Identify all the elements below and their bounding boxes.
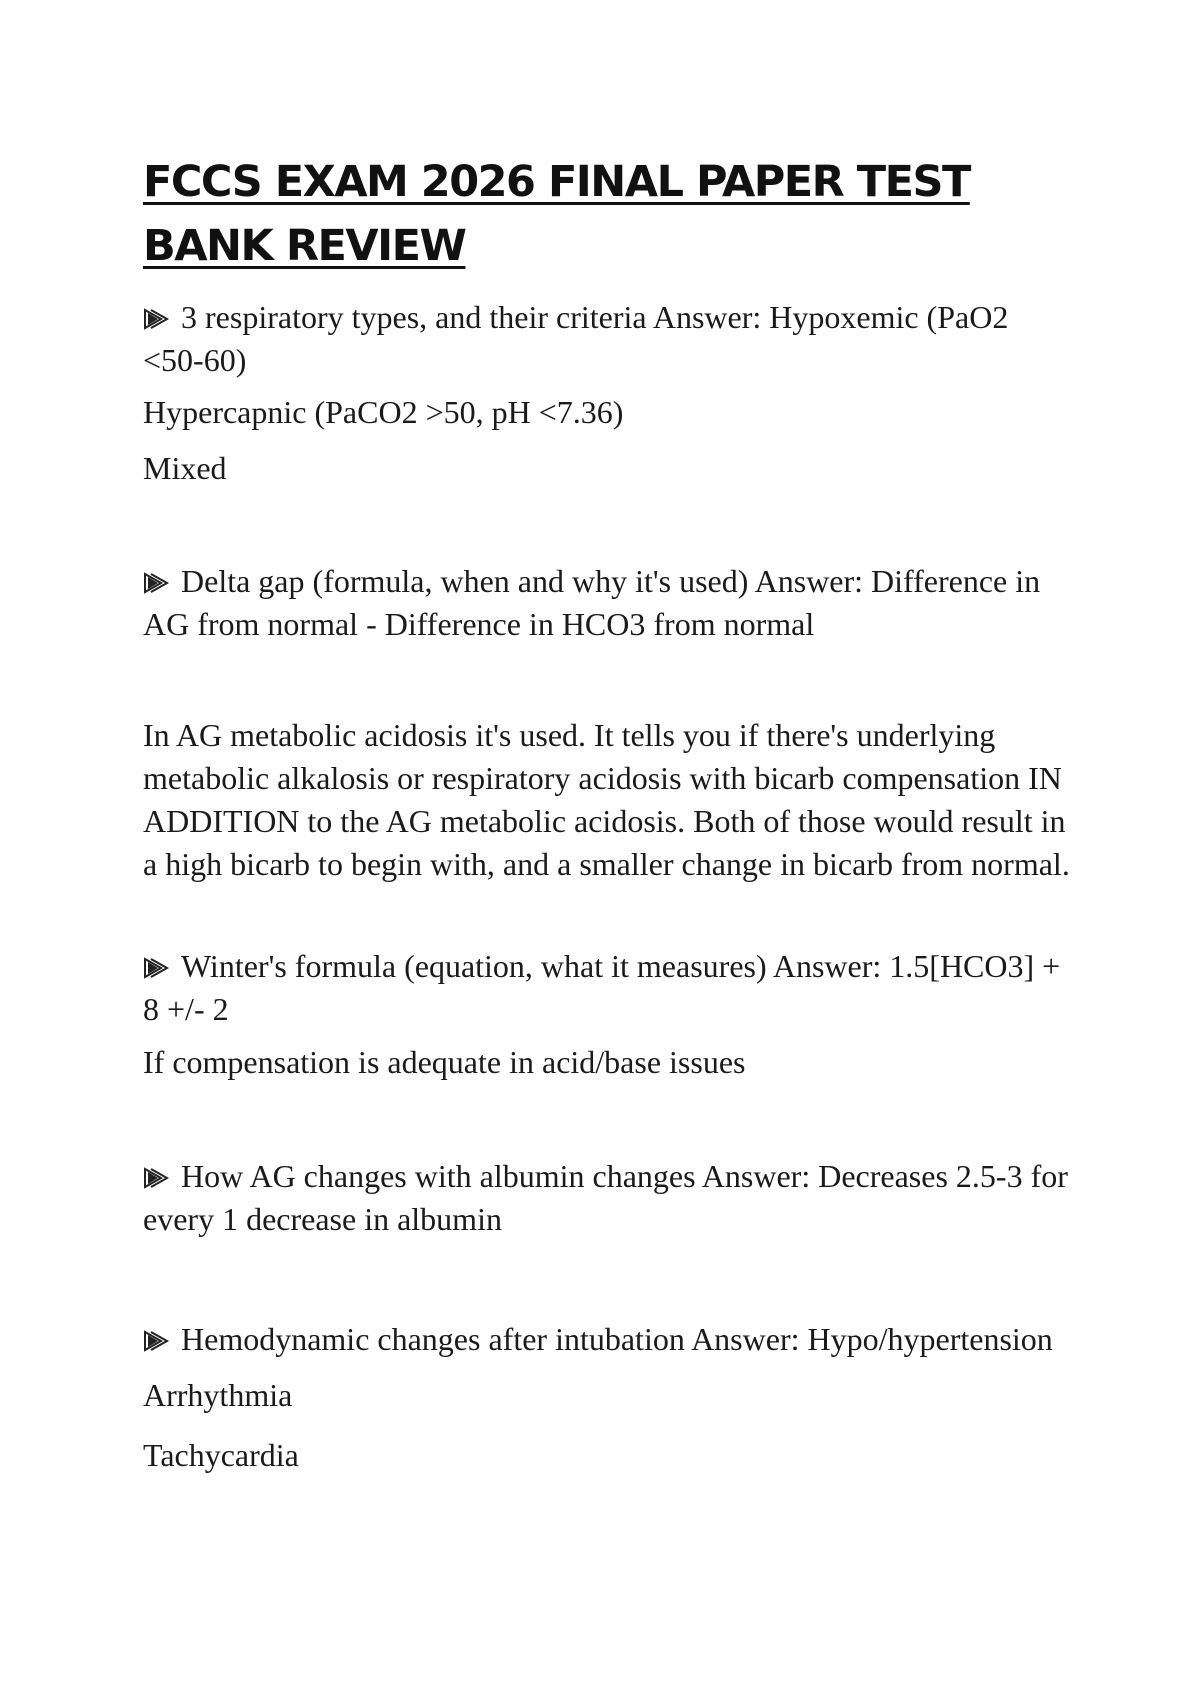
arrow-bullet-icon [143,1330,173,1352]
answer-line: If compensation is adequate in acid/base issues [143,1044,746,1080]
question-text: Winter's formula (equation, what it measures) Answer: 1.5[HCO3] + 8 +/- 2 [143,948,1061,1027]
answer-paragraph: In AG metabolic acidosis it's used. It tells you if there's underlying metabolic alkalosis or respiratory acidosis with bicarb compensation IN ADDITION to the AG metabolic acidosis. Both of those would result in a high bicarb to begin with, and a smaller change in bicarb from normal. [143,717,1070,882]
answer-line: Hypercapnic (PaCO2 >50, pH <7.36) [143,394,624,430]
answer-line: Mixed [143,450,227,486]
question-item [143,560,1073,646]
arrow-bullet-icon [143,957,173,979]
arrow-bullet-icon [143,572,173,594]
question-item [143,1318,1073,1361]
question-text: How AG changes with albumin changes Answer: Decreases 2.5-3 for every 1 decrease in albumin [143,1158,1068,1237]
question-text: Delta gap (formula, when and why it's used) Answer: Difference in AG from normal - Difference in HCO3 from normal [143,563,1041,642]
answer-line: Arrhythmia [143,1377,293,1413]
question-text: Hemodynamic changes after intubation Answer: Hypo/hypertension [181,1321,1053,1357]
question-text: 3 respiratory types, and their criteria Answer: Hypoxemic (PaO2 <50-60) [143,299,1009,378]
answer-line: Tachycardia [143,1437,299,1473]
question-item [143,1155,1073,1241]
question-item [143,296,1073,382]
arrow-bullet-icon [143,1167,173,1189]
question-item [143,945,1073,1031]
arrow-bullet-icon [143,308,173,330]
document-title: FCCS EXAM 2026 FINAL PAPER TEST BANK REVIEW [143,157,970,271]
